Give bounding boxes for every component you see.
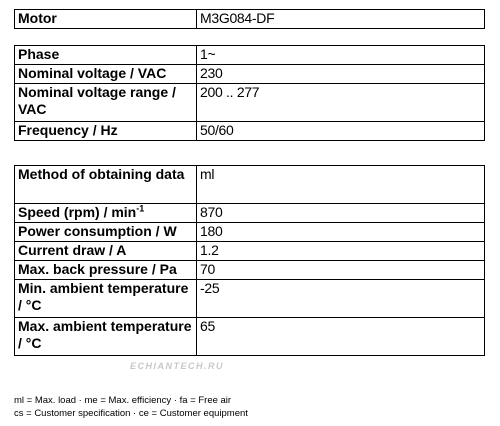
table-row	[15, 122, 485, 141]
table-row	[15, 242, 485, 261]
table-row	[15, 280, 485, 318]
speed-label	[15, 204, 197, 223]
footnotes	[14, 394, 494, 420]
method-value: ml	[197, 166, 485, 204]
max-temp-label: Max. ambient temperature / °C	[15, 318, 197, 356]
table-row	[15, 166, 485, 204]
electrical-table	[14, 45, 485, 141]
motor-label: Motor	[15, 10, 197, 29]
table-row	[15, 261, 485, 280]
table-row	[15, 84, 485, 122]
watermark: ECHIANTECH.RU	[130, 361, 225, 371]
min-temp-value: -25	[197, 280, 485, 318]
motor-table	[14, 9, 485, 29]
table-row	[15, 10, 485, 29]
power-value: 180	[197, 223, 485, 242]
frequency-label: Frequency / Hz	[15, 122, 197, 141]
table-row	[15, 318, 485, 356]
table-row	[15, 46, 485, 65]
motor-value: M3G084-DF	[197, 10, 485, 29]
back-pressure-value: 70	[197, 261, 485, 280]
footnote-line: cs = Customer specification · ce = Customer equipment	[14, 408, 248, 419]
footnote-line: ml = Max. load · me = Max. efficiency · fa = Free air	[14, 395, 232, 406]
voltage-range-label: Nominal voltage range / VAC	[15, 84, 197, 122]
back-pressure-label: Max. back pressure / Pa	[15, 261, 197, 280]
current-value: 1.2	[197, 242, 485, 261]
speed-value: 870	[197, 204, 485, 223]
table-row	[15, 223, 485, 242]
min-temp-label: Min. ambient temperature / °C	[15, 280, 197, 318]
nominal-voltage-label: Nominal voltage / VAC	[15, 65, 197, 84]
table-row	[15, 204, 485, 223]
performance-table	[14, 165, 485, 356]
power-label: Power consumption / W	[15, 223, 197, 242]
frequency-value: 50/60	[197, 122, 485, 141]
table-row	[15, 65, 485, 84]
nominal-voltage-value: 230	[197, 65, 485, 84]
speed-label-exponent: -1	[136, 203, 145, 214]
phase-value: 1~	[197, 46, 485, 65]
phase-label: Phase	[15, 46, 197, 65]
voltage-range-value: 200 .. 277	[197, 84, 485, 122]
method-label: Method of obtaining data	[15, 166, 197, 204]
speed-label-main: Speed (rpm) / min	[18, 204, 137, 220]
max-temp-value: 65	[197, 318, 485, 356]
current-label: Current draw / A	[15, 242, 197, 261]
